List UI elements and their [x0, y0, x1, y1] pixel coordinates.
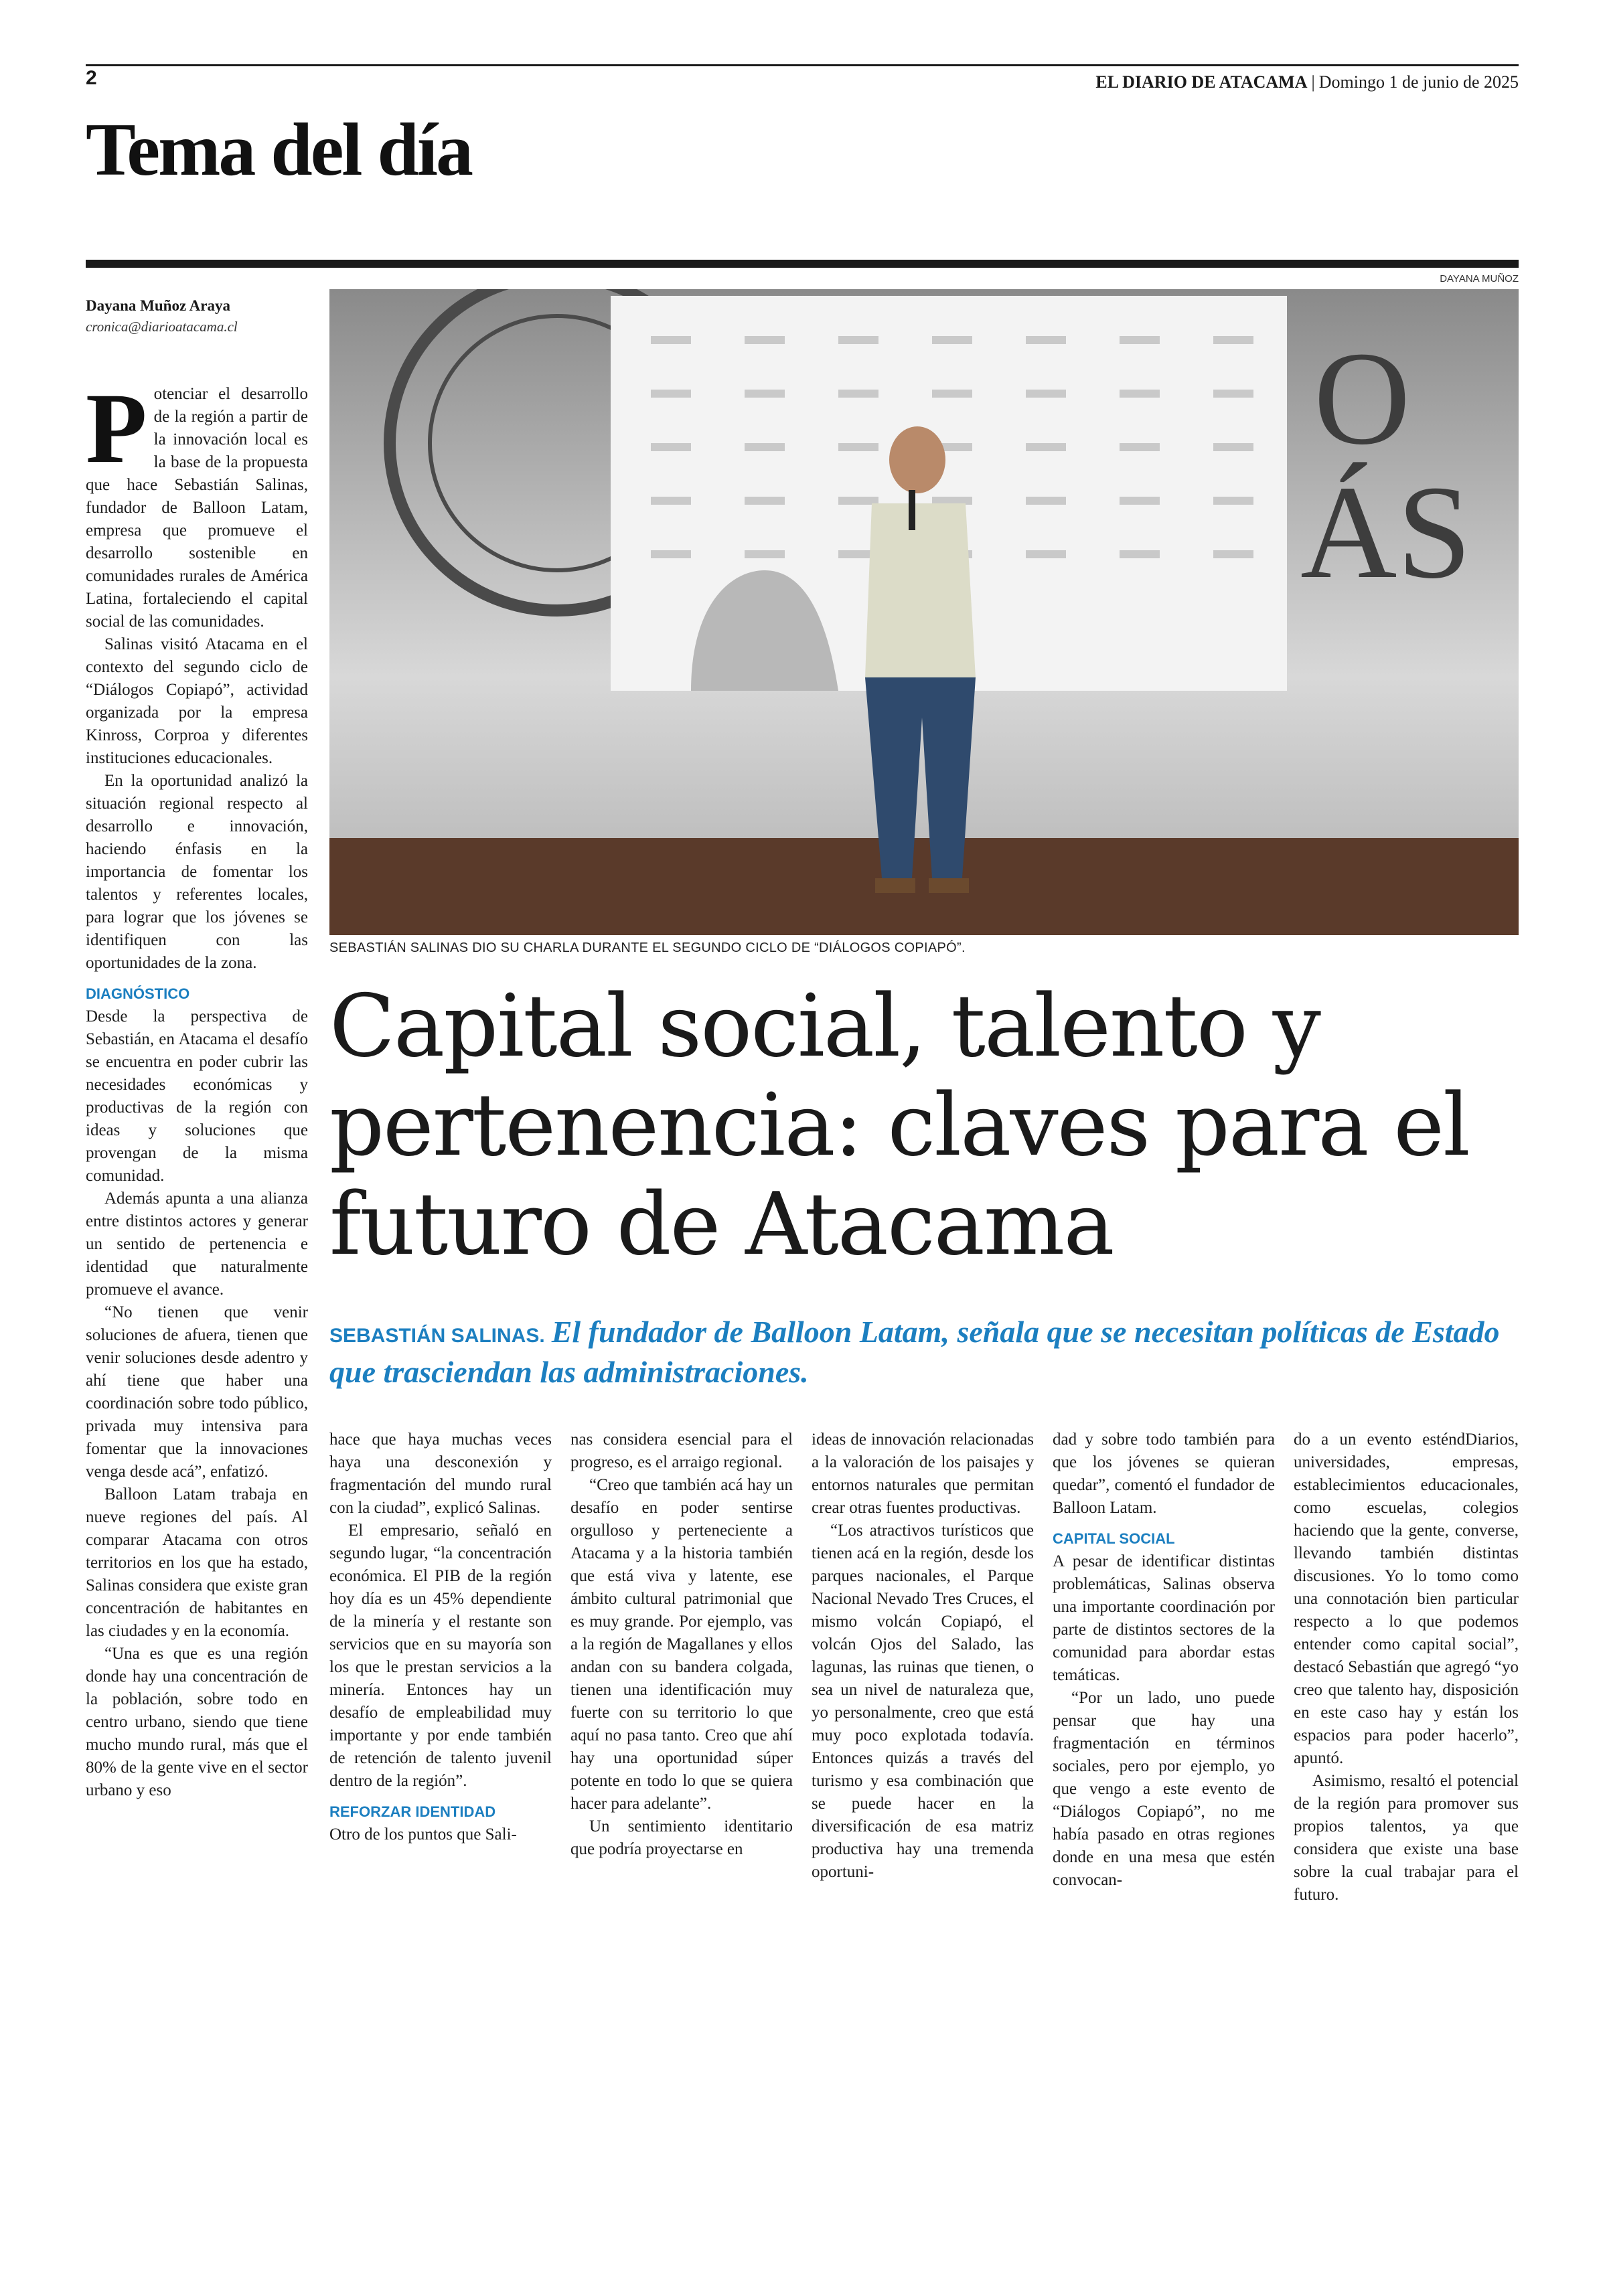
speaker-photo-illustration: [329, 289, 1519, 935]
svg-text:ÁS: ÁS: [1300, 459, 1472, 606]
paragraph: “Creo que también acá hay un desafío en poder sentirse orgulloso y perteneciente a Atacama y a la historia también que está viva y latente, ese ámbito cultural patrimonial que es muy grande. Por ejemplo, vas a la región de Magallanes y ellos andan con su bandera colgada, tienen una identificación muy fuerte con su territorio lo que aquí no pasa tanto. Creo que ahí hay una oportunidad súper potente en todo lo que se quiera hacer para adelante”.: [570, 1476, 793, 1813]
article-column-4: [812, 1428, 1034, 1884]
paragraph: ideas de innovación relacionadas a la valoración de los paisajes y entornos naturales que permitan crear otras fuentes productivas.: [812, 1430, 1034, 1517]
paragraph: A pesar de identificar distintas problemáticas, Salinas observa una importante coordinación por parte de distintos sectores de la comunidad para abordar estas temáticas.: [1053, 1552, 1275, 1684]
article-column-1: [86, 373, 308, 1802]
paragraph: Salinas visitó Atacama en el contexto del segundo ciclo de “Diálogos Copiapó”, actividad organizada por la empresa Kinross, Corproa y diferentes instituciones educacionales.: [86, 635, 308, 767]
svg-text:O: O: [1314, 325, 1411, 473]
paragraph: En la oportunidad analizó la situación regional respecto al desarrollo e innovación, haciendo énfasis en la importancia de fomentar los talentos y referentes locales, para lograr que los jóvenes se identifiquen con las oportunidades de la zona.: [86, 772, 308, 972]
masthead-separator: |: [1311, 72, 1315, 92]
paragraph: do a un evento esténdDiarios, universidades, empresas, establecimientos educacionales, como escuelas, colegios haciendo que la gente, converse, llevando también distintas discusiones. Yo lo tomo como una connotación bien particular respecto a lo que podemos entender como capital social”, destacó Sebastián que agregó “yo creo que talento hay, disposición en este caso hay y están los espacios para poder hacerlo”, apuntó.: [1294, 1430, 1519, 1767]
article-column-6: [1294, 1428, 1519, 1906]
kicker: [329, 1312, 1521, 1392]
paragraph: “Una es que es una región donde hay una concentración de la población, sobre todo en centro urbano, siendo que tiene mucho mundo rural, más que el 80% de la gente vive en el sector urbano y eso: [86, 1645, 308, 1799]
photo-credit: DAYANA MUÑOZ: [1440, 273, 1519, 284]
subheading-reforzar-identidad: REFORZAR IDENTIDAD: [329, 1803, 496, 1820]
page-number: 2: [86, 67, 97, 89]
paragraph: hace que haya muchas veces haya una desconexión y fragmentación del mundo rural con la ciudad”, explicó Salinas.: [329, 1430, 552, 1517]
paragraph: Balloon Latam trabaja en nueve regiones del país. Al comparar Atacama con otros territorios en los que ha estado, Salinas considera que existe gran concentración de habitantes en las ciudades y en la economía.: [86, 1485, 308, 1640]
paragraph: El empresario, señaló en segundo lugar, “la concentración económica. El PIB de la región hoy día es un 45% dependiente de la minería y el restante son servicios que en su mayoría son los que le prestan servicios a la minería. Entonces hay un desafío de empleabilidad muy importante y por ende también de retención de talento juvenil dentro de la región”.: [329, 1522, 552, 1790]
paragraph: Desde la perspectiva de Sebastián, en Atacama el desafío se encuentra en poder cubrir las necesidades económicas y productivas de la región con ideas y soluciones que provengan de la misma comunidad.: [86, 1007, 308, 1185]
section-title: Tema del día: [86, 108, 471, 191]
section-rule: [86, 260, 1519, 268]
drop-cap: P: [86, 373, 147, 484]
headline: Capital social, talento y pertenencia: claves para el futuro de Atacama: [329, 977, 1469, 1275]
paragraph: nas considera esencial para el progreso, es el arraigo regional.: [570, 1430, 793, 1471]
kicker-text: El fundador de Balloon Latam, señala que se necesitan políticas de Estado que trasciendan las administraciones.: [329, 1315, 1500, 1389]
kicker-label: SEBASTIÁN SALINAS.: [329, 1325, 545, 1347]
paragraph: otenciar el desarrollo de la región a partir de la innovación local es la base de la propuesta que hace Sebastián Salinas, fundador de Balloon Latam, empresa que promueve el desarrollo sostenible en comunidades rurales de América Latina, fortaleciendo el capital social de las comunidades.: [86, 385, 308, 631]
paragraph: dad y sobre todo también para que los jóvenes se quieran quedar”, comentó el fundador de Balloon Latam.: [1053, 1430, 1275, 1517]
issue-date: Domingo 1 de junio de 2025: [1318, 72, 1519, 92]
subheading-diagnostico: DIAGNÓSTICO: [86, 985, 190, 1002]
article-column-2: [329, 1428, 552, 1846]
paragraph: Otro de los puntos que Sali-: [329, 1825, 517, 1843]
paragraph: “Los atractivos turísticos que tienen acá en la región, desde los parques nacionales, el Parque Nacional Nevado Tres Cruces, el mismo volcán Copiapó, el volcán Ojos del Salado, las lagunas, las ruinas que tienen, o sea un nivel de naturaleza que, yo personalmente, creo que está muy poco explotada todavía. Entonces quizás a través del turismo y esa combinación que se puede hacer en la diversificación de esa matriz productiva hay una tremenda oportuni-: [812, 1522, 1034, 1881]
author-name: Dayana Muñoz Araya: [86, 297, 230, 314]
masthead: [1095, 72, 1519, 92]
article-photo: [329, 289, 1519, 935]
publication-name: EL DIARIO DE ATACAMA: [1095, 72, 1308, 92]
paragraph: Un sentimiento identitario que podría proyectarse en: [570, 1817, 793, 1858]
photo-caption: SEBASTIÁN SALINAS DIO SU CHARLA DURANTE EL SEGUNDO CICLO DE “DIÁLOGOS COPIAPÓ”.: [329, 940, 966, 955]
paragraph: “Por un lado, uno puede pensar que hay una fragmentación en términos sociales, pero por ejemplo, yo que vengo a este evento de “Diálogos Copiapó”, no me había pasado en otras regiones donde en una mesa que estén convocan-: [1053, 1689, 1275, 1889]
paragraph: Además apunta a una alianza entre distintos actores y generar un sentido de pertenencia e identidad que naturalmente promueve el avance.: [86, 1190, 308, 1299]
author-email[interactable]: cronica@diarioatacama.cl: [86, 319, 238, 335]
byline: [86, 297, 307, 335]
paragraph: “No tienen que venir soluciones de afuera, tienen que venir soluciones desde adentro y ahí tiene que haber una coordinación sobre todo público, privada muy intensiva para fomentar que la innovaciones venga desde acá”, enfatizó.: [86, 1303, 308, 1481]
subheading-capital-social: CAPITAL SOCIAL: [1053, 1530, 1175, 1547]
article-column-5: [1053, 1428, 1275, 1892]
article-column-3: [570, 1428, 793, 1861]
paragraph: Asimismo, resaltó el potencial de la región para promover sus propios talentos, ya que considera que existe una base sobre la cual trabajar para el futuro.: [1294, 1772, 1519, 1904]
